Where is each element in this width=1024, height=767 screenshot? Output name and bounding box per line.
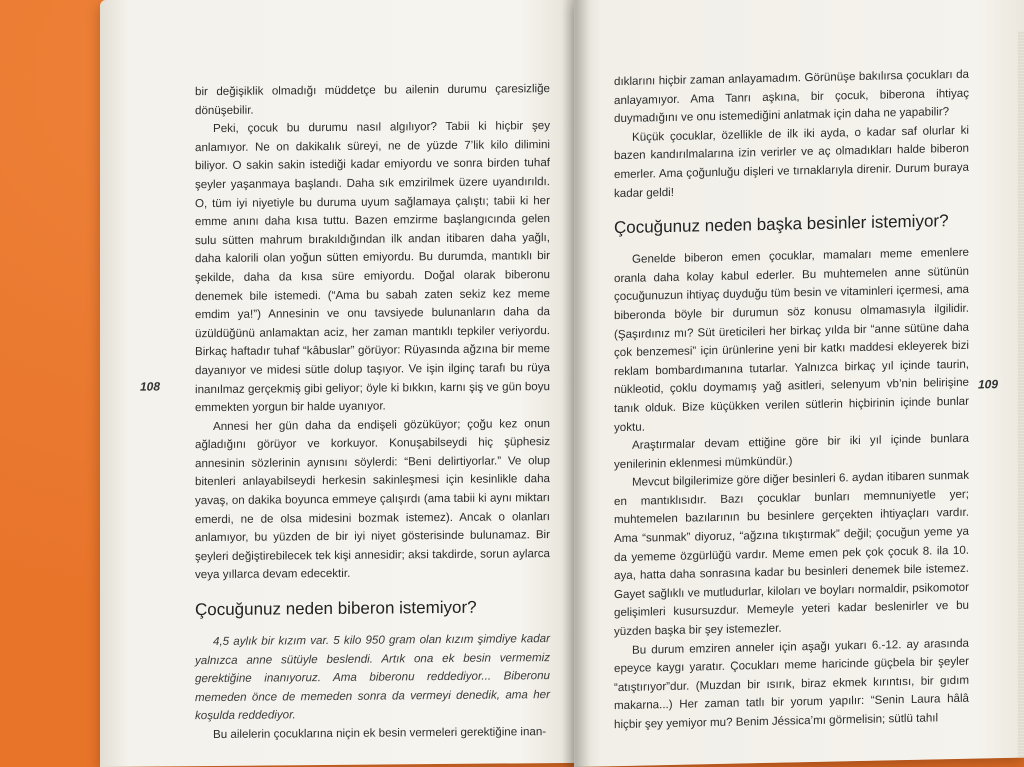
paragraph: dıklarını hiçbir zaman anlayamadım. Görünüşe bakılırsa çocukları da anlayamıyor. Ama Tanrı aşkına, bir çocuk, biberona ihtiyaç duymadığını ve onu istemediğini anlatmak için daha ne yapabilir? <box>614 67 969 126</box>
paragraph: Araştırmalar devam ettiğine göre bir iki yıl içinde bunlara yenilerinin eklenmesi mümkündür.) <box>614 431 969 471</box>
italic-quote: 4,5 aylık bir kızım var. 5 kilo 950 gram olan kızım şimdiye kadar yalnızca anne sütüyle beslendi. Artık ona ek besin vermemiz gerektiğine inanıyoruz. Ama biberonu reddediyor... Biberonu memeden önce de memeden sonra da vermeyi denedik, ama her koşulda reddediyor. <box>195 632 550 723</box>
page-edge <box>1018 31 1024 758</box>
left-page-text <box>195 80 550 745</box>
paragraph: Bu ailelerin çocuklarına niçin ek besin vermeleri gerektiğine inan- <box>213 725 547 742</box>
paragraph: Küçük çocuklar, özellikle de ilk iki ayda, o kadar saf olurlar ki bazen kandırılmalarına izin verirler ve aç olmadıkları halde biberon emerler. Ama çoğunluğu dişleri ve tırnaklarıyla direnir. Durum buraya kadar geldi! <box>614 123 969 200</box>
paragraph: Annesi her gün daha da endişeli gözüküyor; çoğu kez onun ağladığını görüyor ve korkuyor. Konuşabilseydi hiç şüphesiz annesinin sözlerinin aynısını söylerdi: “Beni delirtiyorlar.” Ve olup bitenleri anlayabilseydi herkesin sakinleşmesi için kesinlikle daha yavaş, on dakika boyunca emmeye çalışırdı (ama tabii ki aynı miktarı emerdi, ne de olsa midesini bozmak istemez). Ancak o olanları anlamıyor, bu yüzden de bir iyi niyet gösterisinde bulunamaz. Bir şeyleri değiştirebilecek tek kişi annesidir; aksi takdirde, sorun aylarca veya yıllarca devam edecektir. <box>195 416 550 582</box>
paragraph: Mevcut bilgilerimize göre diğer besinleri 6. aydan itibaren sunmak en mantıklısıdır. Bazı çocuklar bunları memnuniyetle yer; muhtemelen bazılarının bu besinlere gerçekten ihtiyaçları vardır. Ama “sunmak” diyoruz, “ağzına tıkıştırmak” değil; çocuğun yeme ya da yememe özgürlüğü vardır. Meme emen pek çok çocuk 8. ila 10. aya, hatta daha sonrasına kadar bu besinleri denemek bile istemez. Gayet sağlıklı ve mutludurlar, kiloları ve boyları normaldir, psikomotor gelişimleri kusursuzdur. Memeyle yeteri kadar beslenirler ve bu yüzden başka bir şey istemezler. <box>614 469 969 639</box>
section-heading: Çocuğunuz neden başka besinler istemiyor? <box>614 211 949 238</box>
right-page-text <box>614 66 969 735</box>
right-page <box>574 0 1024 767</box>
section-heading: Çocuğunuz neden biberon istemiyor? <box>195 597 477 620</box>
paragraph: Bu durum emziren anneler için aşağı yukarı 6.-12. ay arasında epeyce kaygı yaratır. Çocukları meme haricinde güçbela bir şeyler “atıştırıyor”dur. (Muzdan bir ısırık, biraz ekmek kırıntısı, bir gıdım makarna...) Her zaman tatlı bir yorum yapılır: “Senin Laura hâlâ hiçbir şey yemiyor mu? Benim Jéssica’mı görmelisin; sütlü tahıl <box>614 636 969 732</box>
page-number-left: 108 <box>140 379 161 394</box>
page-number-right: 109 <box>978 377 999 392</box>
paragraph: Genelde biberon emen çocuklar, mamaları meme emenlere oranla daha kolay kabul ederler. Bu muhtemelen anne sütünün çocuğunuzun ihtiyaç duyduğu tüm besin ve vitaminleri içermesi, ama biberonda böyle bir durumun söz konusu olmamasıyla ilgilidir. (Şaşırdınız mı? Süt üreticileri her birkaç yılda bir “anne sütüne daha çok benzemesi” için ürünlerine yeni bir katkı maddesi ekleyerek bizi reklam bombardımanına tutarlar. Yalnızca birkaç yıl içinde taurin, nükleotid, çoklu doymamış yağ asitleri, selenyum vb’nin belirişine tanık olduk. Bize küçükken verilen sütlerin hiçbirinin içinde bunlar yoktu. <box>614 245 969 434</box>
paragraph: Peki, çocuk bu durumu nasıl algılıyor? Tabii ki hiçbir şey anlamıyor. Ne on dakikalık süreyi, ne de yüzde 7’lik kilo dilimini biliyor. O sakin sakin istediği kadar emiyordu ve sonra birden tuhaf şeyler yaşanmaya başlandı. Daha sık emzirilmek üzere uyandırıldı. O, tüm iyi niyetiyle bu duruma uyum sağlamaya çalıştı; tabii ki her emme anını daha kısa tuttu. Bazen emzirme başlangıcında gelen sulu sütten mahrum bırakıldığından ilk andan itibaren daha yağlı, daha kalorili olan yoğun sütten emiyordu. Bu durumda, mantıklı bir şekilde, daha da kısa süre emiyordu. Doğal olarak biberonu denemek bile istemedi. (“Ama bu sabah zaten sekiz kez meme emdim ya!”) Annesinin ve onu tavsiyede bulunanların daha da üzüldüğünü anlamaktan aciz, her zaman mantıklı tepkiler veriyordu. Birkaç haftadır tuhaf “kâbuslar” görüyor: Rüyasında ağzına bir meme dayanıyor ve midesi sütle dolup taşıyor. Ve işin ilginç tarafı bu rüya inanılmaz gerçekmiş gibi geliyor; öyle ki bıkkın, karnı şiş ve gün boyu emmekten yorgun bir halde uyanıyor. <box>195 119 550 415</box>
left-page <box>100 0 578 767</box>
open-book <box>92 0 1024 767</box>
paragraph: bir değişiklik olmadığı müddetçe bu ailenin durumu çaresizliğe dönüşebilir. <box>195 82 550 117</box>
